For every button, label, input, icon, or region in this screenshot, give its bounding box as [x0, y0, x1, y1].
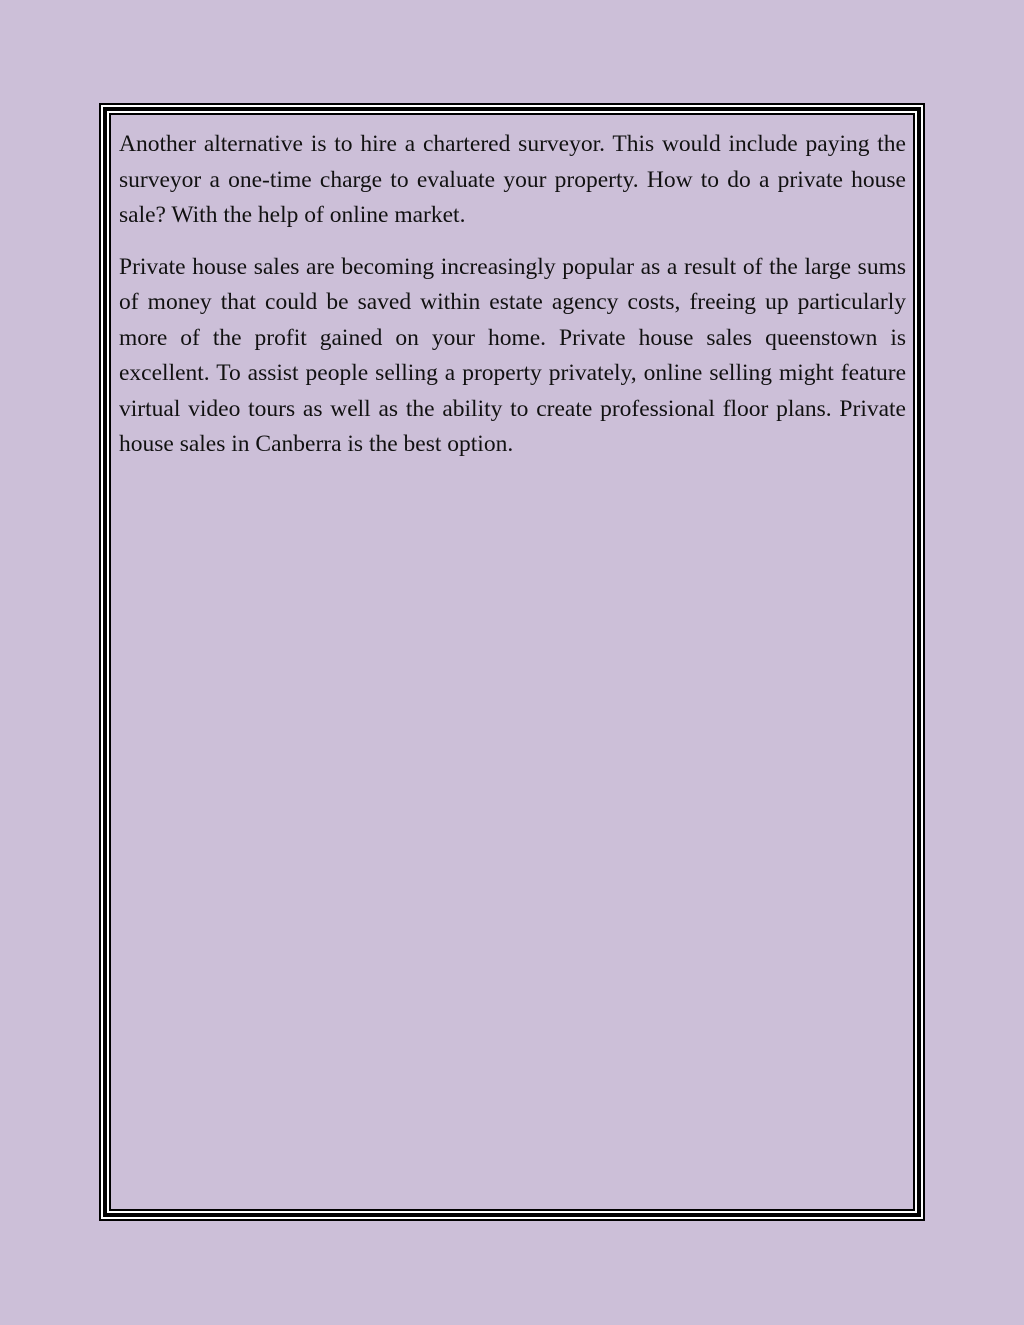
document-body [119, 127, 906, 479]
page-border-thick [103, 107, 921, 1217]
paragraph-2: Private house sales are becoming increasingly popular as a result of the large sums of money that could be saved within estate agency costs, freeing up particularly more of the profit gained on your home. Private house sales queenstown is excellent. To assist people selling a property privately, online selling might feature virtual video tours as well as the ability to create professional floor plans. Private house sales in Canberra is the best option. [119, 253, 906, 457]
page-border-outer [99, 103, 925, 1221]
page-border-inner [109, 113, 915, 1211]
paragraph-1: Another alternative is to hire a chartered surveyor. This would include paying the surveyor a one-time charge to evaluate your property. How to do a private house sale? With the help of online market. [119, 131, 906, 228]
